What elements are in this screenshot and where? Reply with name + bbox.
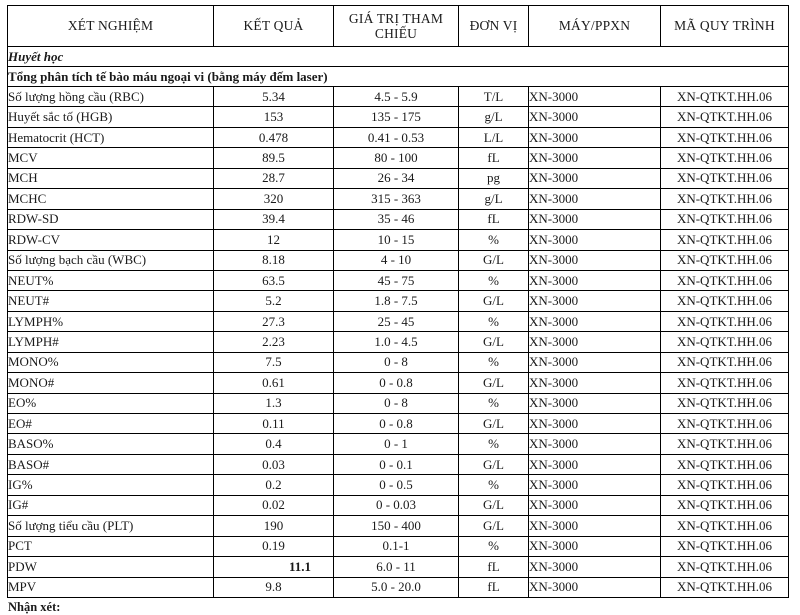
cell-unit: G/L (459, 495, 529, 515)
cell-procedure-code: XN-QTKT.HH.06 (661, 454, 789, 474)
department-label: Huyết học (8, 47, 789, 67)
cell-unit: g/L (459, 107, 529, 127)
cell-reference-range: 0 - 0.8 (334, 373, 459, 393)
cell-machine: XN-3000 (529, 352, 661, 372)
cell-procedure-code: XN-QTKT.HH.06 (661, 393, 789, 413)
cell-machine: XN-3000 (529, 434, 661, 454)
table-row (8, 107, 789, 127)
cell-test-name: Số lượng bạch cầu (WBC) (8, 250, 214, 270)
table-row (8, 209, 789, 229)
cell-procedure-code: XN-QTKT.HH.06 (661, 291, 789, 311)
cell-machine: XN-3000 (529, 230, 661, 250)
cell-unit: % (459, 270, 529, 290)
cell-test-name: PDW (8, 557, 214, 577)
cell-test-name: BASO% (8, 434, 214, 454)
table-row (8, 557, 789, 577)
cell-machine: XN-3000 (529, 127, 661, 147)
cell-reference-range: 4 - 10 (334, 250, 459, 270)
cell-machine: XN-3000 (529, 577, 661, 597)
cell-reference-range: 26 - 34 (334, 168, 459, 188)
cell-machine: XN-3000 (529, 536, 661, 556)
column-header-result: KẾT QUẢ (214, 6, 334, 47)
cell-unit: fL (459, 577, 529, 597)
column-header-reference: GIÁ TRỊ THAM CHIẾU (334, 6, 459, 47)
panel-row (8, 67, 789, 87)
cell-machine: XN-3000 (529, 270, 661, 290)
cell-unit: % (459, 230, 529, 250)
cell-reference-range: 0 - 0.1 (334, 454, 459, 474)
cell-procedure-code: XN-QTKT.HH.06 (661, 557, 789, 577)
cell-machine: XN-3000 (529, 516, 661, 536)
cell-test-name: Hematocrit (HCT) (8, 127, 214, 147)
cell-unit: fL (459, 209, 529, 229)
cell-machine: XN-3000 (529, 373, 661, 393)
cell-machine: XN-3000 (529, 148, 661, 168)
table-row (8, 516, 789, 536)
table-row (8, 495, 789, 515)
cell-unit: G/L (459, 516, 529, 536)
cell-result: 0.03 (214, 454, 334, 474)
table-row (8, 189, 789, 209)
cell-test-name: Huyết sắc tố (HGB) (8, 107, 214, 127)
cell-reference-range: 0.1-1 (334, 536, 459, 556)
cell-reference-range: 10 - 15 (334, 230, 459, 250)
cell-unit: % (459, 536, 529, 556)
cell-unit: g/L (459, 189, 529, 209)
table-row (8, 373, 789, 393)
cell-reference-range: 1.0 - 4.5 (334, 332, 459, 352)
cell-result: 2.23 (214, 332, 334, 352)
table-row (8, 475, 789, 495)
cell-test-name: Số lượng hồng cầu (RBC) (8, 87, 214, 107)
cell-unit: G/L (459, 454, 529, 474)
cell-result: 1.3 (214, 393, 334, 413)
cell-test-name: RDW-SD (8, 209, 214, 229)
cell-unit: T/L (459, 87, 529, 107)
cell-procedure-code: XN-QTKT.HH.06 (661, 311, 789, 331)
cell-machine: XN-3000 (529, 87, 661, 107)
cell-procedure-code: XN-QTKT.HH.06 (661, 475, 789, 495)
cell-unit: fL (459, 148, 529, 168)
cell-machine: XN-3000 (529, 189, 661, 209)
cell-test-name: Số lượng tiểu cầu (PLT) (8, 516, 214, 536)
cell-machine: XN-3000 (529, 209, 661, 229)
cell-unit: G/L (459, 332, 529, 352)
column-header-code: MÃ QUY TRÌNH (661, 6, 789, 47)
cell-procedure-code: XN-QTKT.HH.06 (661, 270, 789, 290)
cell-test-name: PCT (8, 536, 214, 556)
table-body (8, 87, 789, 598)
table-row (8, 393, 789, 413)
table-row (8, 291, 789, 311)
cell-unit: pg (459, 168, 529, 188)
table-row (8, 250, 789, 270)
cell-procedure-code: XN-QTKT.HH.06 (661, 414, 789, 434)
cell-procedure-code: XN-QTKT.HH.06 (661, 577, 789, 597)
cell-unit: % (459, 311, 529, 331)
cell-unit: % (459, 434, 529, 454)
cell-reference-range: 45 - 75 (334, 270, 459, 290)
cell-procedure-code: XN-QTKT.HH.06 (661, 127, 789, 147)
cell-result: 153 (214, 107, 334, 127)
cell-unit: % (459, 393, 529, 413)
table-row (8, 148, 789, 168)
cell-reference-range: 0 - 0.8 (334, 414, 459, 434)
cell-result: 28.7 (214, 168, 334, 188)
cell-test-name: EO# (8, 414, 214, 434)
cell-reference-range: 0 - 8 (334, 352, 459, 372)
department-row (8, 47, 789, 67)
cell-procedure-code: XN-QTKT.HH.06 (661, 352, 789, 372)
cell-test-name: NEUT# (8, 291, 214, 311)
cell-reference-range: 25 - 45 (334, 311, 459, 331)
table-row (8, 270, 789, 290)
cell-test-name: MPV (8, 577, 214, 597)
cell-machine: XN-3000 (529, 332, 661, 352)
table-row (8, 414, 789, 434)
table-row (8, 536, 789, 556)
cell-result: 0.478 (214, 127, 334, 147)
cell-result: 0.11 (214, 414, 334, 434)
table-row (8, 230, 789, 250)
cell-test-name: BASO# (8, 454, 214, 474)
cell-test-name: EO% (8, 393, 214, 413)
cell-unit: G/L (459, 291, 529, 311)
cell-procedure-code: XN-QTKT.HH.06 (661, 373, 789, 393)
cell-result: 320 (214, 189, 334, 209)
cell-procedure-code: XN-QTKT.HH.06 (661, 516, 789, 536)
cell-machine: XN-3000 (529, 250, 661, 270)
table-section-headings (8, 47, 789, 87)
cell-test-name: IG% (8, 475, 214, 495)
table-row (8, 168, 789, 188)
cell-reference-range: 0 - 0.5 (334, 475, 459, 495)
cell-machine: XN-3000 (529, 393, 661, 413)
cell-test-name: MCH (8, 168, 214, 188)
cell-result: 190 (214, 516, 334, 536)
panel-label: Tổng phân tích tế bào máu ngoại vi (bằng máy đếm laser) (8, 67, 789, 87)
cell-unit: G/L (459, 373, 529, 393)
cell-result: 9.8 (214, 577, 334, 597)
cell-procedure-code: XN-QTKT.HH.06 (661, 189, 789, 209)
lab-results-table (7, 5, 789, 598)
cell-result: 0.61 (214, 373, 334, 393)
cell-reference-range: 0 - 0.03 (334, 495, 459, 515)
cell-procedure-code: XN-QTKT.HH.06 (661, 168, 789, 188)
cell-machine: XN-3000 (529, 454, 661, 474)
cell-test-name: MONO% (8, 352, 214, 372)
cell-result: 12 (214, 230, 334, 250)
cell-test-name: NEUT% (8, 270, 214, 290)
cell-reference-range: 0.41 - 0.53 (334, 127, 459, 147)
cell-result: 5.2 (214, 291, 334, 311)
cell-result: 0.4 (214, 434, 334, 454)
cell-unit: % (459, 475, 529, 495)
cell-reference-range: 80 - 100 (334, 148, 459, 168)
cell-result: 39.4 (214, 209, 334, 229)
cell-result: 0.19 (214, 536, 334, 556)
cell-unit: G/L (459, 250, 529, 270)
header-row (8, 6, 789, 47)
cell-reference-range: 1.8 - 7.5 (334, 291, 459, 311)
cell-procedure-code: XN-QTKT.HH.06 (661, 87, 789, 107)
column-header-test: XÉT NGHIỆM (8, 6, 214, 47)
column-header-machine: MÁY/PPXN (529, 6, 661, 47)
cell-test-name: LYMPH% (8, 311, 214, 331)
cell-result: 89.5 (214, 148, 334, 168)
cell-reference-range: 135 - 175 (334, 107, 459, 127)
table-row (8, 577, 789, 597)
cell-procedure-code: XN-QTKT.HH.06 (661, 148, 789, 168)
cell-reference-range: 4.5 - 5.9 (334, 87, 459, 107)
table-row (8, 332, 789, 352)
comments-label: Nhận xét: (8, 599, 61, 614)
cell-reference-range: 5.0 - 20.0 (334, 577, 459, 597)
cell-procedure-code: XN-QTKT.HH.06 (661, 107, 789, 127)
table-row (8, 127, 789, 147)
cell-reference-range: 315 - 363 (334, 189, 459, 209)
cell-procedure-code: XN-QTKT.HH.06 (661, 230, 789, 250)
cell-result: 8.18 (214, 250, 334, 270)
cell-machine: XN-3000 (529, 475, 661, 495)
cell-unit: % (459, 352, 529, 372)
cell-unit: fL (459, 557, 529, 577)
cell-reference-range: 150 - 400 (334, 516, 459, 536)
table-row (8, 87, 789, 107)
cell-machine: XN-3000 (529, 311, 661, 331)
cell-test-name: MONO# (8, 373, 214, 393)
cell-reference-range: 0 - 8 (334, 393, 459, 413)
cell-result: 27.3 (214, 311, 334, 331)
table-header (8, 6, 789, 47)
cell-test-name: RDW-CV (8, 230, 214, 250)
cell-machine: XN-3000 (529, 107, 661, 127)
cell-machine: XN-3000 (529, 557, 661, 577)
cell-machine: XN-3000 (529, 168, 661, 188)
cell-reference-range: 6.0 - 11 (334, 557, 459, 577)
cell-test-name: LYMPH# (8, 332, 214, 352)
cell-result: 5.34 (214, 87, 334, 107)
cell-procedure-code: XN-QTKT.HH.06 (661, 332, 789, 352)
cell-result: 7.5 (214, 352, 334, 372)
cell-procedure-code: XN-QTKT.HH.06 (661, 536, 789, 556)
cell-result: 0.02 (214, 495, 334, 515)
table-row (8, 454, 789, 474)
cell-test-name: MCHC (8, 189, 214, 209)
cell-unit: G/L (459, 414, 529, 434)
table-row (8, 434, 789, 454)
cell-test-name: IG# (8, 495, 214, 515)
cell-result: 11.1 (214, 557, 334, 577)
cell-machine: XN-3000 (529, 291, 661, 311)
cell-reference-range: 35 - 46 (334, 209, 459, 229)
cell-reference-range: 0 - 1 (334, 434, 459, 454)
cell-unit: L/L (459, 127, 529, 147)
cell-procedure-code: XN-QTKT.HH.06 (661, 495, 789, 515)
cell-machine: XN-3000 (529, 414, 661, 434)
column-header-unit: ĐƠN VỊ (459, 6, 529, 47)
cell-result: 0.2 (214, 475, 334, 495)
cell-result: 63.5 (214, 270, 334, 290)
table-row (8, 311, 789, 331)
cell-procedure-code: XN-QTKT.HH.06 (661, 209, 789, 229)
cell-procedure-code: XN-QTKT.HH.06 (661, 250, 789, 270)
table-row (8, 352, 789, 372)
cell-test-name: MCV (8, 148, 214, 168)
cell-procedure-code: XN-QTKT.HH.06 (661, 434, 789, 454)
cell-machine: XN-3000 (529, 495, 661, 515)
